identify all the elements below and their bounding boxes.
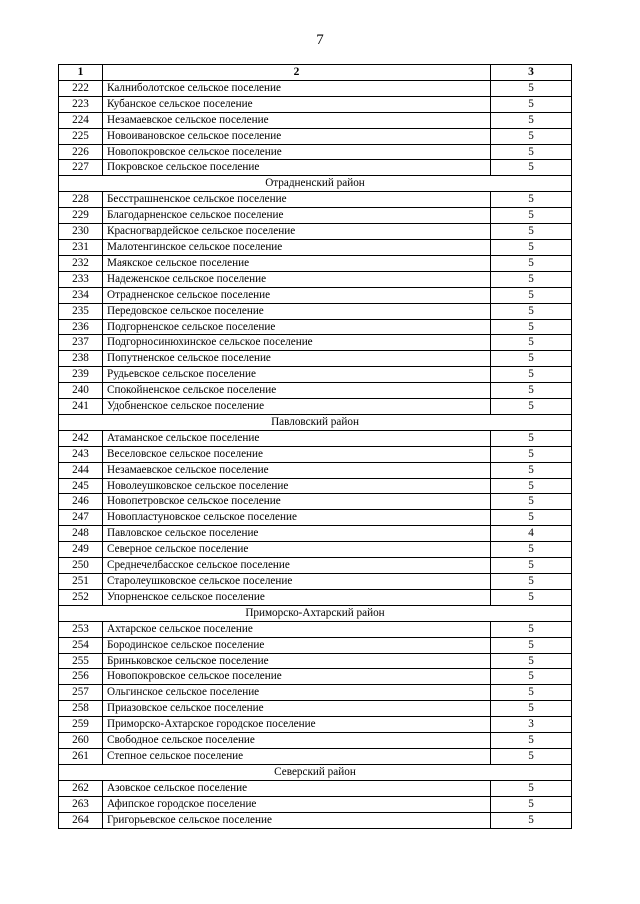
settlement-name: Азовское сельское поселение bbox=[103, 780, 491, 796]
settlement-name: Приморско-Ахтарское городское поселение bbox=[103, 717, 491, 733]
settlement-name: Афипское городское поселение bbox=[103, 796, 491, 812]
settlement-name: Ольгинское сельское поселение bbox=[103, 685, 491, 701]
row-number: 232 bbox=[59, 255, 103, 271]
table-row bbox=[59, 128, 572, 144]
row-number: 223 bbox=[59, 96, 103, 112]
settlement-name: Новопокровское сельское поселение bbox=[103, 144, 491, 160]
row-value: 5 bbox=[491, 589, 572, 605]
row-number: 238 bbox=[59, 351, 103, 367]
row-number: 241 bbox=[59, 399, 103, 415]
row-number: 235 bbox=[59, 303, 103, 319]
table-row bbox=[59, 287, 572, 303]
row-value: 5 bbox=[491, 239, 572, 255]
header-col-1: 1 bbox=[59, 65, 103, 81]
table-row bbox=[59, 574, 572, 590]
table-row bbox=[59, 462, 572, 478]
row-number: 245 bbox=[59, 478, 103, 494]
district-title: Приморско-Ахтарский район bbox=[59, 605, 572, 621]
table-row bbox=[59, 637, 572, 653]
settlement-name: Попутненское сельское поселение bbox=[103, 351, 491, 367]
settlement-name: Подгорненское сельское поселение bbox=[103, 319, 491, 335]
row-value: 5 bbox=[491, 80, 572, 96]
settlement-name: Бородинское сельское поселение bbox=[103, 637, 491, 653]
row-number: 227 bbox=[59, 160, 103, 176]
settlement-name: Малотенгинское сельское поселение bbox=[103, 239, 491, 255]
table-row bbox=[59, 224, 572, 240]
row-value: 5 bbox=[491, 144, 572, 160]
table-row bbox=[59, 510, 572, 526]
district-title: Отрадненский район bbox=[59, 176, 572, 192]
settlement-name: Новопокровское сельское поселение bbox=[103, 669, 491, 685]
settlement-name: Новопетровское сельское поселение bbox=[103, 494, 491, 510]
page-number: 7 bbox=[316, 32, 324, 48]
table-row bbox=[59, 717, 572, 733]
row-value: 5 bbox=[491, 733, 572, 749]
settlement-name: Калниболотское сельское поселение bbox=[103, 80, 491, 96]
table-row bbox=[59, 748, 572, 764]
table-row bbox=[59, 589, 572, 605]
row-number: 260 bbox=[59, 733, 103, 749]
table-row bbox=[59, 701, 572, 717]
row-value: 4 bbox=[491, 526, 572, 542]
table-row bbox=[59, 685, 572, 701]
table-row bbox=[59, 669, 572, 685]
settlement-name: Новоивановское сельское поселение bbox=[103, 128, 491, 144]
row-value: 5 bbox=[491, 160, 572, 176]
row-value: 5 bbox=[491, 192, 572, 208]
table-row bbox=[59, 239, 572, 255]
district-header-row bbox=[59, 764, 572, 780]
row-number: 228 bbox=[59, 192, 103, 208]
district-title: Северский район bbox=[59, 764, 572, 780]
settlement-name: Спокойненское сельское поселение bbox=[103, 383, 491, 399]
row-value: 5 bbox=[491, 208, 572, 224]
row-number: 251 bbox=[59, 574, 103, 590]
table-row bbox=[59, 478, 572, 494]
district-header-row bbox=[59, 605, 572, 621]
settlement-name: Передовское сельское поселение bbox=[103, 303, 491, 319]
settlement-name: Ахтарское сельское поселение bbox=[103, 621, 491, 637]
row-value: 5 bbox=[491, 351, 572, 367]
table-row bbox=[59, 796, 572, 812]
row-number: 259 bbox=[59, 717, 103, 733]
table-row bbox=[59, 494, 572, 510]
row-value: 5 bbox=[491, 399, 572, 415]
table-row bbox=[59, 80, 572, 96]
row-value: 5 bbox=[491, 224, 572, 240]
settlement-name: Павловское сельское поселение bbox=[103, 526, 491, 542]
row-value: 5 bbox=[491, 462, 572, 478]
table-row bbox=[59, 446, 572, 462]
table-row bbox=[59, 208, 572, 224]
table-row bbox=[59, 112, 572, 128]
table-row bbox=[59, 542, 572, 558]
row-number: 261 bbox=[59, 748, 103, 764]
row-number: 263 bbox=[59, 796, 103, 812]
table-row bbox=[59, 383, 572, 399]
row-number: 222 bbox=[59, 80, 103, 96]
row-number: 236 bbox=[59, 319, 103, 335]
row-number: 247 bbox=[59, 510, 103, 526]
row-value: 5 bbox=[491, 621, 572, 637]
row-number: 229 bbox=[59, 208, 103, 224]
table-row bbox=[59, 653, 572, 669]
settlements-table bbox=[58, 64, 572, 829]
row-value: 5 bbox=[491, 96, 572, 112]
row-value: 5 bbox=[491, 287, 572, 303]
row-value: 5 bbox=[491, 494, 572, 510]
row-value: 5 bbox=[491, 796, 572, 812]
row-value: 5 bbox=[491, 701, 572, 717]
row-value: 5 bbox=[491, 748, 572, 764]
row-number: 255 bbox=[59, 653, 103, 669]
row-number: 226 bbox=[59, 144, 103, 160]
table-body bbox=[59, 80, 572, 828]
settlement-name: Отрадненское сельское поселение bbox=[103, 287, 491, 303]
settlement-name: Незамаевское сельское поселение bbox=[103, 462, 491, 478]
district-header-row bbox=[59, 414, 572, 430]
table-row bbox=[59, 558, 572, 574]
row-value: 3 bbox=[491, 717, 572, 733]
row-number: 242 bbox=[59, 430, 103, 446]
row-value: 5 bbox=[491, 542, 572, 558]
settlement-name: Рудьевское сельское поселение bbox=[103, 367, 491, 383]
header-col-3: 3 bbox=[491, 65, 572, 81]
row-value: 5 bbox=[491, 271, 572, 287]
table-row bbox=[59, 335, 572, 351]
settlement-name: Бриньковское сельское поселение bbox=[103, 653, 491, 669]
row-number: 231 bbox=[59, 239, 103, 255]
row-number: 233 bbox=[59, 271, 103, 287]
row-value: 5 bbox=[491, 319, 572, 335]
row-number: 224 bbox=[59, 112, 103, 128]
table-row bbox=[59, 319, 572, 335]
table-row bbox=[59, 733, 572, 749]
row-value: 5 bbox=[491, 478, 572, 494]
row-number: 258 bbox=[59, 701, 103, 717]
settlement-name: Благодарненское сельское поселение bbox=[103, 208, 491, 224]
settlement-name: Приазовское сельское поселение bbox=[103, 701, 491, 717]
table-row bbox=[59, 96, 572, 112]
table-row bbox=[59, 621, 572, 637]
row-value: 5 bbox=[491, 812, 572, 828]
settlement-name: Степное сельское поселение bbox=[103, 748, 491, 764]
settlement-name: Свободное сельское поселение bbox=[103, 733, 491, 749]
row-number: 237 bbox=[59, 335, 103, 351]
row-number: 246 bbox=[59, 494, 103, 510]
settlement-name: Покровское сельское поселение bbox=[103, 160, 491, 176]
settlement-name: Маякское сельское поселение bbox=[103, 255, 491, 271]
settlement-name: Веселовское сельское поселение bbox=[103, 446, 491, 462]
row-number: 262 bbox=[59, 780, 103, 796]
settlement-name: Новолеушковское сельское поселение bbox=[103, 478, 491, 494]
table-row bbox=[59, 780, 572, 796]
row-value: 5 bbox=[491, 637, 572, 653]
row-value: 5 bbox=[491, 685, 572, 701]
settlement-name: Бесстрашненское сельское поселение bbox=[103, 192, 491, 208]
settlement-name: Григорьевское сельское поселение bbox=[103, 812, 491, 828]
row-value: 5 bbox=[491, 367, 572, 383]
row-value: 5 bbox=[491, 112, 572, 128]
row-value: 5 bbox=[491, 128, 572, 144]
row-number: 248 bbox=[59, 526, 103, 542]
table-row bbox=[59, 144, 572, 160]
settlement-name: Красногвардейское сельское поселение bbox=[103, 224, 491, 240]
row-value: 5 bbox=[491, 780, 572, 796]
row-number: 253 bbox=[59, 621, 103, 637]
row-number: 249 bbox=[59, 542, 103, 558]
row-number: 243 bbox=[59, 446, 103, 462]
row-value: 5 bbox=[491, 335, 572, 351]
table-header-row bbox=[59, 65, 572, 81]
row-number: 257 bbox=[59, 685, 103, 701]
settlement-name: Незамаевское сельское поселение bbox=[103, 112, 491, 128]
row-number: 264 bbox=[59, 812, 103, 828]
settlement-name: Кубанское сельское поселение bbox=[103, 96, 491, 112]
settlement-name: Новопластуновское сельское поселение bbox=[103, 510, 491, 526]
district-header-row bbox=[59, 176, 572, 192]
table-row bbox=[59, 160, 572, 176]
header-col-2: 2 bbox=[103, 65, 491, 81]
row-number: 234 bbox=[59, 287, 103, 303]
row-number: 244 bbox=[59, 462, 103, 478]
row-value: 5 bbox=[491, 430, 572, 446]
table-row bbox=[59, 271, 572, 287]
table-row bbox=[59, 399, 572, 415]
row-number: 252 bbox=[59, 589, 103, 605]
row-number: 230 bbox=[59, 224, 103, 240]
settlement-name: Северное сельское поселение bbox=[103, 542, 491, 558]
settlement-name: Среднечелбасское сельское поселение bbox=[103, 558, 491, 574]
row-number: 254 bbox=[59, 637, 103, 653]
row-number: 225 bbox=[59, 128, 103, 144]
settlement-name: Удобненское сельское поселение bbox=[103, 399, 491, 415]
table-row bbox=[59, 430, 572, 446]
row-value: 5 bbox=[491, 446, 572, 462]
table-row bbox=[59, 526, 572, 542]
district-title: Павловский район bbox=[59, 414, 572, 430]
settlement-name: Старолеушковское сельское поселение bbox=[103, 574, 491, 590]
row-value: 5 bbox=[491, 510, 572, 526]
row-number: 239 bbox=[59, 367, 103, 383]
table-row bbox=[59, 192, 572, 208]
row-number: 250 bbox=[59, 558, 103, 574]
table-row bbox=[59, 255, 572, 271]
settlement-name: Упорненское сельское поселение bbox=[103, 589, 491, 605]
settlement-name: Атаманское сельское поселение bbox=[103, 430, 491, 446]
row-value: 5 bbox=[491, 574, 572, 590]
row-value: 5 bbox=[491, 303, 572, 319]
settlement-name: Подгорносинюхинское сельское поселение bbox=[103, 335, 491, 351]
table-row bbox=[59, 303, 572, 319]
settlement-name: Надеженское сельское поселение bbox=[103, 271, 491, 287]
table-row bbox=[59, 812, 572, 828]
row-value: 5 bbox=[491, 255, 572, 271]
row-value: 5 bbox=[491, 669, 572, 685]
table-row bbox=[59, 367, 572, 383]
row-value: 5 bbox=[491, 383, 572, 399]
row-value: 5 bbox=[491, 653, 572, 669]
row-number: 240 bbox=[59, 383, 103, 399]
row-number: 256 bbox=[59, 669, 103, 685]
table-row bbox=[59, 351, 572, 367]
row-value: 5 bbox=[491, 558, 572, 574]
